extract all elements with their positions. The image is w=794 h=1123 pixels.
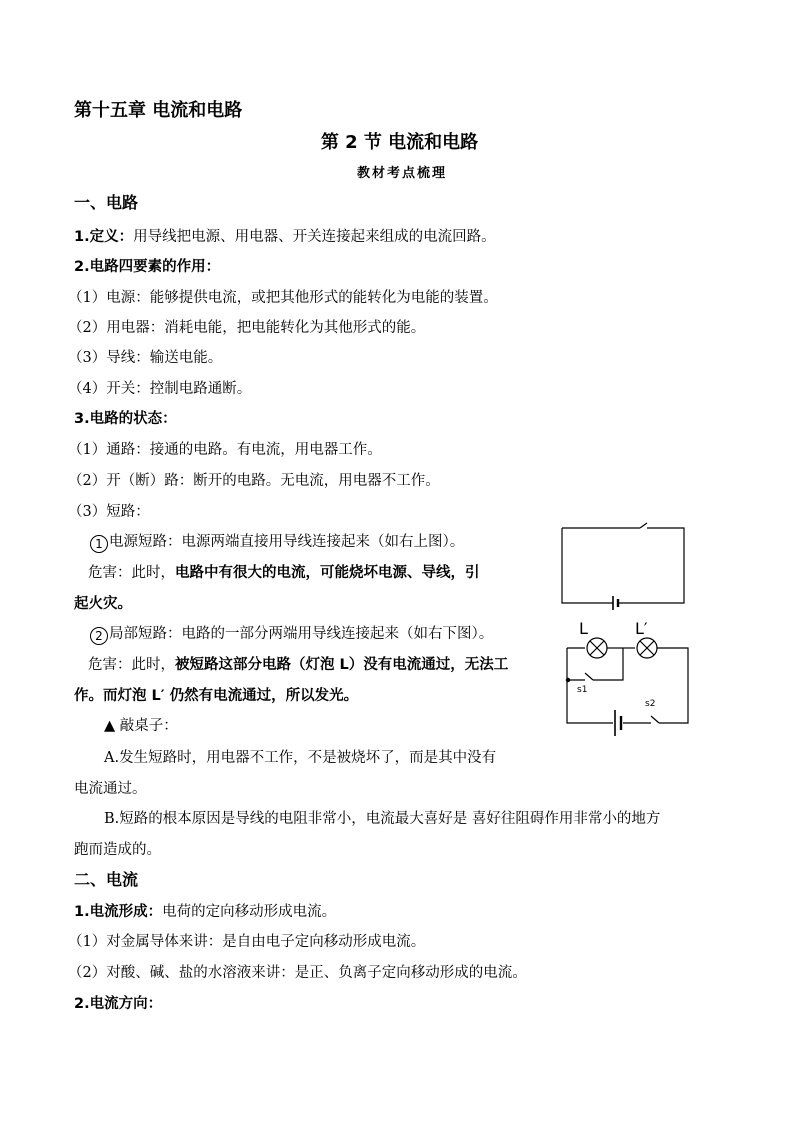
harm2-prefix: 危害：此时，	[88, 657, 175, 673]
four-elements-heading: 2.电路四要素的作用：	[74, 259, 221, 275]
harm2-line	[88, 655, 508, 675]
subtitle: 教材考点梳理	[356, 166, 447, 181]
switch-icon	[640, 523, 647, 528]
note-b-line2: 跑而造成的。	[74, 842, 161, 858]
state-closed: （1）通路：接通的电路。有电流，用电器工作。	[68, 442, 382, 458]
current-metal: （1）对金属导体来讲：是自由电子定向移动形成电流。	[68, 934, 426, 950]
state-open: （2）开（断）路：断开的电路。无电流，用电器不工作。	[68, 473, 440, 489]
note-marker: ▲ 敲桌子：	[104, 718, 178, 734]
harm1-prefix: 危害：此时，	[88, 565, 175, 581]
harm2-continuation: 作。而灯泡 L′ 仍然有电流通过，所以发光。	[74, 688, 359, 704]
local-short-text: 局部短路：电路的一部分两端用导线连接起来（如右下图）。	[109, 626, 494, 642]
definition-line	[74, 227, 496, 247]
current-formation-label: 1.电流形成：	[74, 904, 163, 920]
number-one-marker: 1	[90, 535, 108, 553]
element-switch: （4）开关：控制电路通断。	[68, 381, 252, 397]
note-b-line1: B.短路的根本原因是导线的电阻非常小，电流最大喜好是 喜好往阻碍作用非常小的地方	[104, 811, 661, 827]
definition-label: 1.定义：	[74, 229, 134, 245]
definition-text: 用导线把电源、用电器、开关连接起来组成的电流回路。	[133, 229, 496, 245]
current-direction-heading: 2.电流方向：	[74, 996, 163, 1012]
element-appliance: （2）用电器：消耗电能，把电能转化为其他形式的能。	[68, 320, 426, 336]
harm1-continuation: 起火灾。	[74, 596, 132, 612]
switch-s2-icon	[651, 716, 659, 723]
switch-s2-label: s2	[645, 699, 656, 709]
states-heading: 3.电路的状态：	[74, 411, 177, 427]
switch-s1-label: s1	[577, 685, 588, 695]
note-a-line1: A.发生短路时，用电器不工作，不是被烧坏了，而是其中没有	[104, 750, 497, 766]
local-short-line	[90, 624, 493, 645]
harm1-line	[88, 563, 480, 583]
heading-current: 二、电流	[74, 870, 139, 889]
state-short: （3）短路：	[68, 504, 150, 520]
lamp-l2-label: L′	[635, 619, 648, 638]
source-short-text: 电源短路：电源两端直接用导线连接起来（如右上图）。	[109, 534, 465, 550]
heading-circuit: 一、电路	[74, 193, 139, 212]
circuit-diagrams	[555, 520, 700, 750]
current-solution: （2）对酸、碱、盐的水溶液来讲：是正、负离子定向移动形成的电流。	[68, 965, 527, 981]
current-formation-line	[74, 902, 336, 922]
harm2-bold: 被短路这部分电路（灯泡 L）没有电流通过，无法工	[175, 657, 509, 673]
lamp-l-label: L	[579, 619, 588, 638]
current-formation-text: 电荷的定向移动形成电流。	[162, 904, 337, 920]
element-wire: （3）导线：输送电能。	[68, 350, 223, 366]
chapter-title: 第十五章 电流和电路	[74, 100, 243, 121]
number-two-marker: 2	[90, 627, 108, 645]
harm1-bold: 电路中有很大的电流，可能烧坏电源、导线，引	[175, 565, 480, 581]
note-a-line2: 电流通过。	[74, 781, 147, 797]
element-power: （1）电源：能够提供电流，或把其他形式的能转化为电能的装置。	[68, 290, 498, 306]
switch-s1-icon	[585, 673, 593, 680]
source-short-line	[90, 532, 464, 553]
source-short-diagram	[562, 523, 684, 610]
section-title: 第 2 节 电流和电路	[320, 132, 479, 153]
